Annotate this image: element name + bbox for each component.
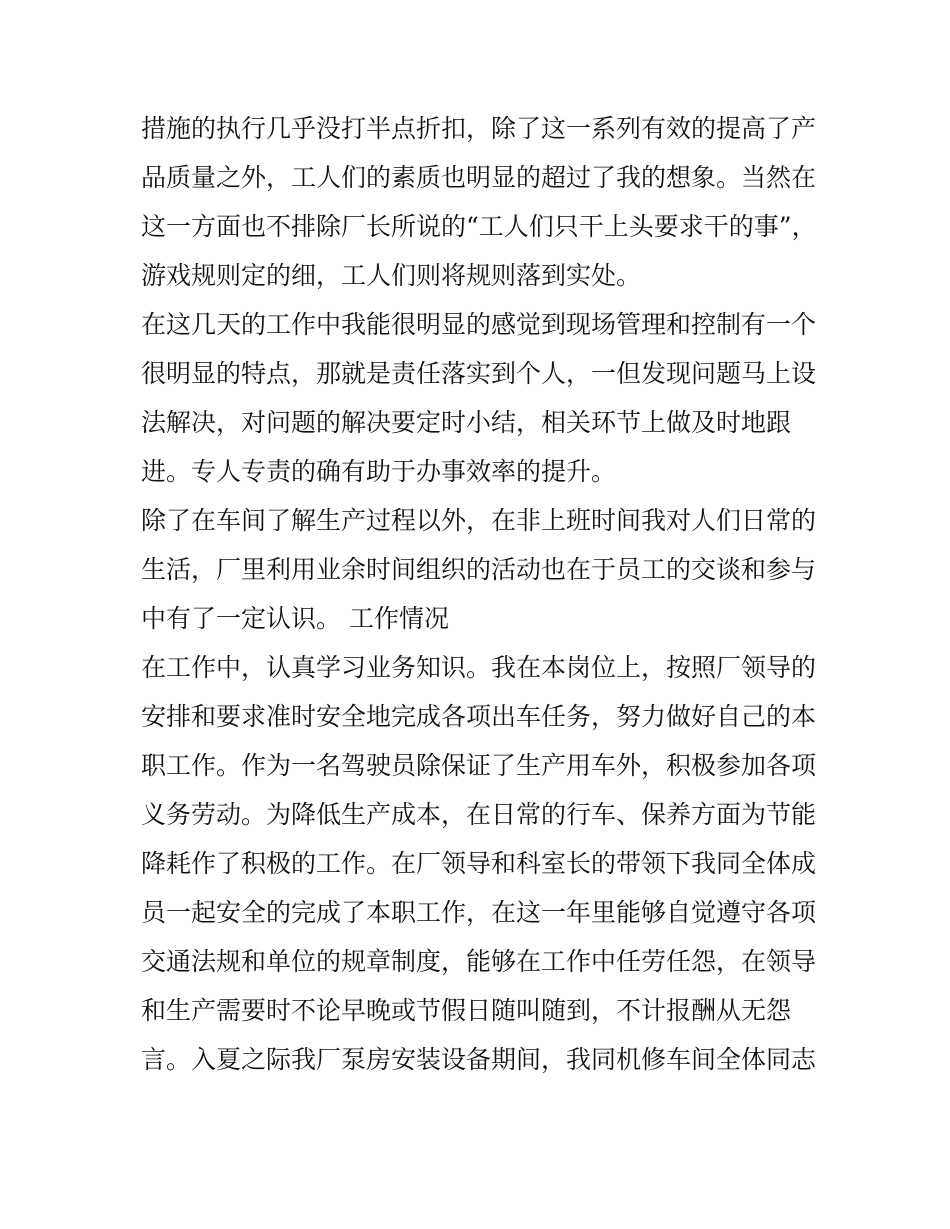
text-line: 员一起安全的完成了本职工作，在这一年里能够自觉遵守各项: [141, 898, 817, 927]
text-line: 除了在车间了解生产过程以外，在非上班时间我对人们日常的: [141, 506, 817, 535]
text-line: 职工作。作为一名驾驶员除保证了生产用车外，积极参加各项: [141, 751, 817, 780]
text-line: 言。入夏之际我厂泵房安装设备期间，我同机修车间全体同志: [141, 1045, 817, 1074]
text-line: 很明显的特点，那就是责任落实到个人，一但发现问题马上设: [141, 359, 817, 388]
text-line: 措施的执行几乎没打半点折扣，除了这一系列有效的提高了产: [141, 114, 817, 143]
text-line: 法解决，对问题的解决要定时小结，相关环节上做及时地跟: [141, 408, 792, 437]
text-line: 进。专人专责的确有助于办事效率的提升。: [141, 457, 617, 486]
text-line: 安排和要求准时安全地完成各项出车任务，努力做好自己的本: [141, 702, 817, 731]
text-line: 在这几天的工作中我能很明显的感觉到现场管理和控制有一个: [141, 310, 817, 339]
text-line: 在工作中，认真学习业务知识。我在本岗位上，按照厂领导的: [141, 653, 817, 682]
text-line: 降耗作了积极的工作。在厂领导和科室长的带领下我同全体成: [141, 849, 817, 878]
text-line: 和生产需要时不论早晚或节假日随叫随到，不计报酬从无怨: [141, 996, 792, 1025]
text-line: 中有了一定认识。 工作情况: [141, 604, 449, 633]
text-line: 品质量之外，工人们的素质也明显的超过了我的想象。当然在: [141, 163, 817, 192]
text-line: 义务劳动。为降低生产成本，在日常的行车、保养方面为节能: [141, 800, 817, 829]
body-text: [141, 104, 821, 1084]
text-line: 交通法规和单位的规章制度，能够在工作中任劳任怨，在领导: [141, 947, 817, 976]
text-line: 这一方面也不排除厂长所说的“工人们只干上头要求干的事”，: [141, 212, 817, 241]
text-line: 生活，厂里利用业余时间组织的活动也在于员工的交谈和参与: [141, 555, 817, 584]
text-line: 游戏规则定的细，工人们则将规则落到实处。: [141, 261, 642, 290]
